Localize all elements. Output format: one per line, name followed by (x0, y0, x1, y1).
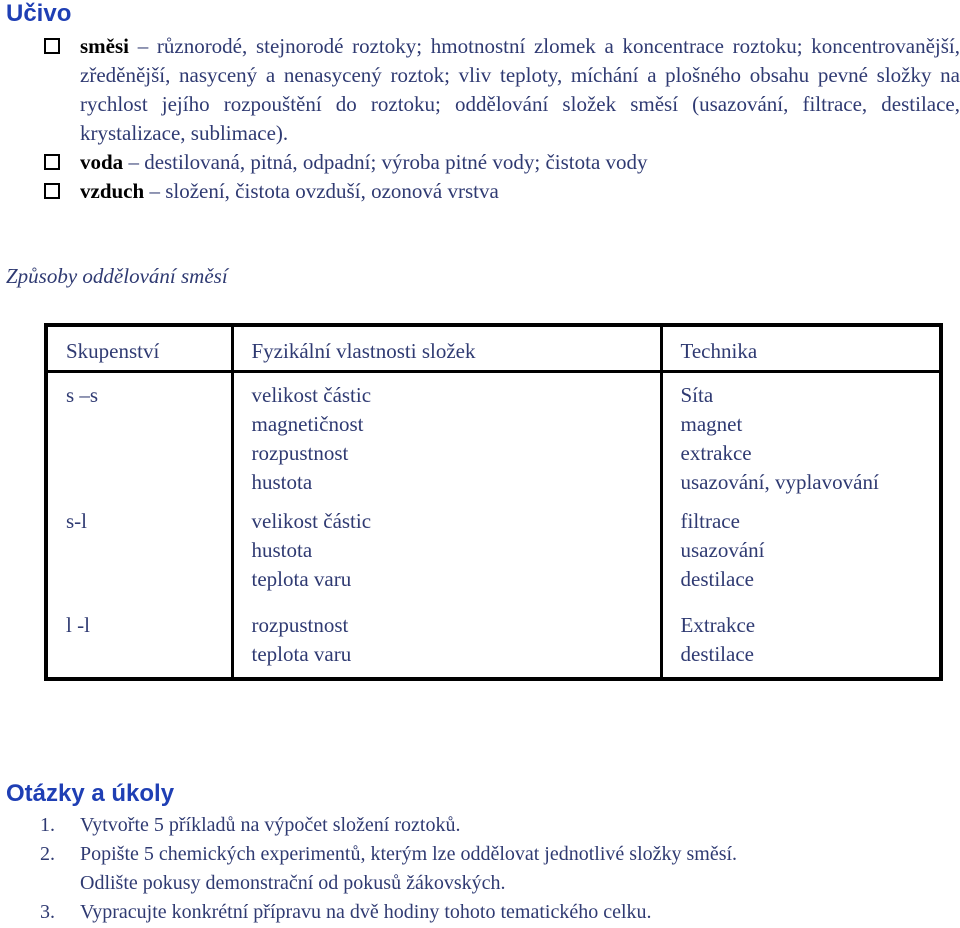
property-item: rozpustnost (251, 440, 349, 465)
property-item: rozpustnost (251, 613, 349, 637)
properties-cell (232, 507, 661, 611)
property-item: velikost částic (251, 509, 372, 533)
table-row (46, 371, 941, 507)
task-number: 2. (40, 843, 55, 865)
table-header-row (46, 325, 941, 371)
bullet-item-vzduch (44, 177, 960, 206)
column-header-technique: Technika (661, 325, 941, 371)
separation-methods-table (44, 323, 943, 681)
property-item: hustota (251, 469, 313, 494)
technique-cell (661, 507, 941, 611)
task-item (40, 811, 940, 840)
technique-item: destilace (680, 642, 754, 666)
bullet-term: voda (80, 150, 124, 174)
technique-cell (661, 371, 941, 507)
bullet-text: – různorodé, stejnorodé roztoky; hmotnostní zlomek a koncentrace roztoku; koncentrovanější, zředěnější, nasycený a nenasycený roztok; vliv teploty, míchání a plošného obsahu pevné složky na rychlost jejího rozpouštění do roztoku; oddělování složek směsí (usazování, filtrace, destilace, krystalizace, sublimace). (80, 34, 960, 145)
technique-item: Extrakce (680, 613, 756, 637)
technique-cell (661, 611, 941, 679)
checkbox-square-icon (44, 183, 60, 199)
technique-item: extrakce (680, 440, 752, 465)
task-number: 1. (40, 814, 55, 836)
section-heading-ucivo: Učivo (6, 0, 72, 27)
section-heading-otazky: Otázky a úkoly (6, 780, 175, 807)
task-list (40, 811, 940, 927)
bullet-term: vzduch (80, 179, 145, 203)
property-item: hustota (251, 538, 313, 562)
checkbox-square-icon (44, 154, 60, 170)
property-item: teplota varu (251, 567, 352, 591)
task-text: Popište 5 chemických experimentů, kterým lze oddělovat jednotlivé složky směsí. (80, 843, 738, 865)
technique-item: usazování, vyplavování (680, 469, 879, 494)
state-cell: s –s (46, 371, 232, 507)
technique-item: magnet (680, 411, 743, 436)
bullet-item-voda (44, 148, 960, 177)
properties-cell (232, 611, 661, 679)
task-item (40, 840, 940, 898)
table-subheading: Způsoby oddělování směsí (6, 264, 228, 288)
task-text: Odlište pokusy demonstrační od pokusů žákovských. (80, 872, 506, 894)
bullet-list (44, 32, 960, 206)
table-row (46, 507, 941, 611)
task-number: 3. (40, 901, 55, 923)
bullet-text: – složení, čistota ovzduší, ozonová vrstva (144, 179, 499, 203)
table-row (46, 611, 941, 679)
property-item: magnetičnost (251, 411, 364, 436)
task-text: Vytvořte 5 příkladů na výpočet složení roztoků. (80, 814, 461, 836)
technique-item: filtrace (680, 509, 740, 533)
property-item: velikost částic (251, 382, 372, 407)
bullet-item-smesi (44, 32, 960, 148)
property-item: teplota varu (251, 642, 352, 666)
state-cell: s-l (46, 507, 232, 611)
bullet-text: – destilovaná, pitná, odpadní; výroba pitné vody; čistota vody (123, 150, 648, 174)
task-text: Vypracujte konkrétní přípravu na dvě hodiny tohoto tematického celku. (80, 901, 652, 923)
technique-item: Síta (680, 382, 714, 407)
task-item (40, 898, 940, 927)
technique-item: destilace (680, 567, 754, 591)
checkbox-square-icon (44, 38, 60, 54)
column-header-properties: Fyzikální vlastnosti složek (232, 325, 661, 371)
technique-item: usazování (680, 538, 765, 562)
bullet-term: směsi (80, 34, 129, 58)
state-cell: l -l (46, 611, 232, 679)
column-header-state: Skupenství (46, 325, 232, 371)
properties-cell (232, 371, 661, 507)
